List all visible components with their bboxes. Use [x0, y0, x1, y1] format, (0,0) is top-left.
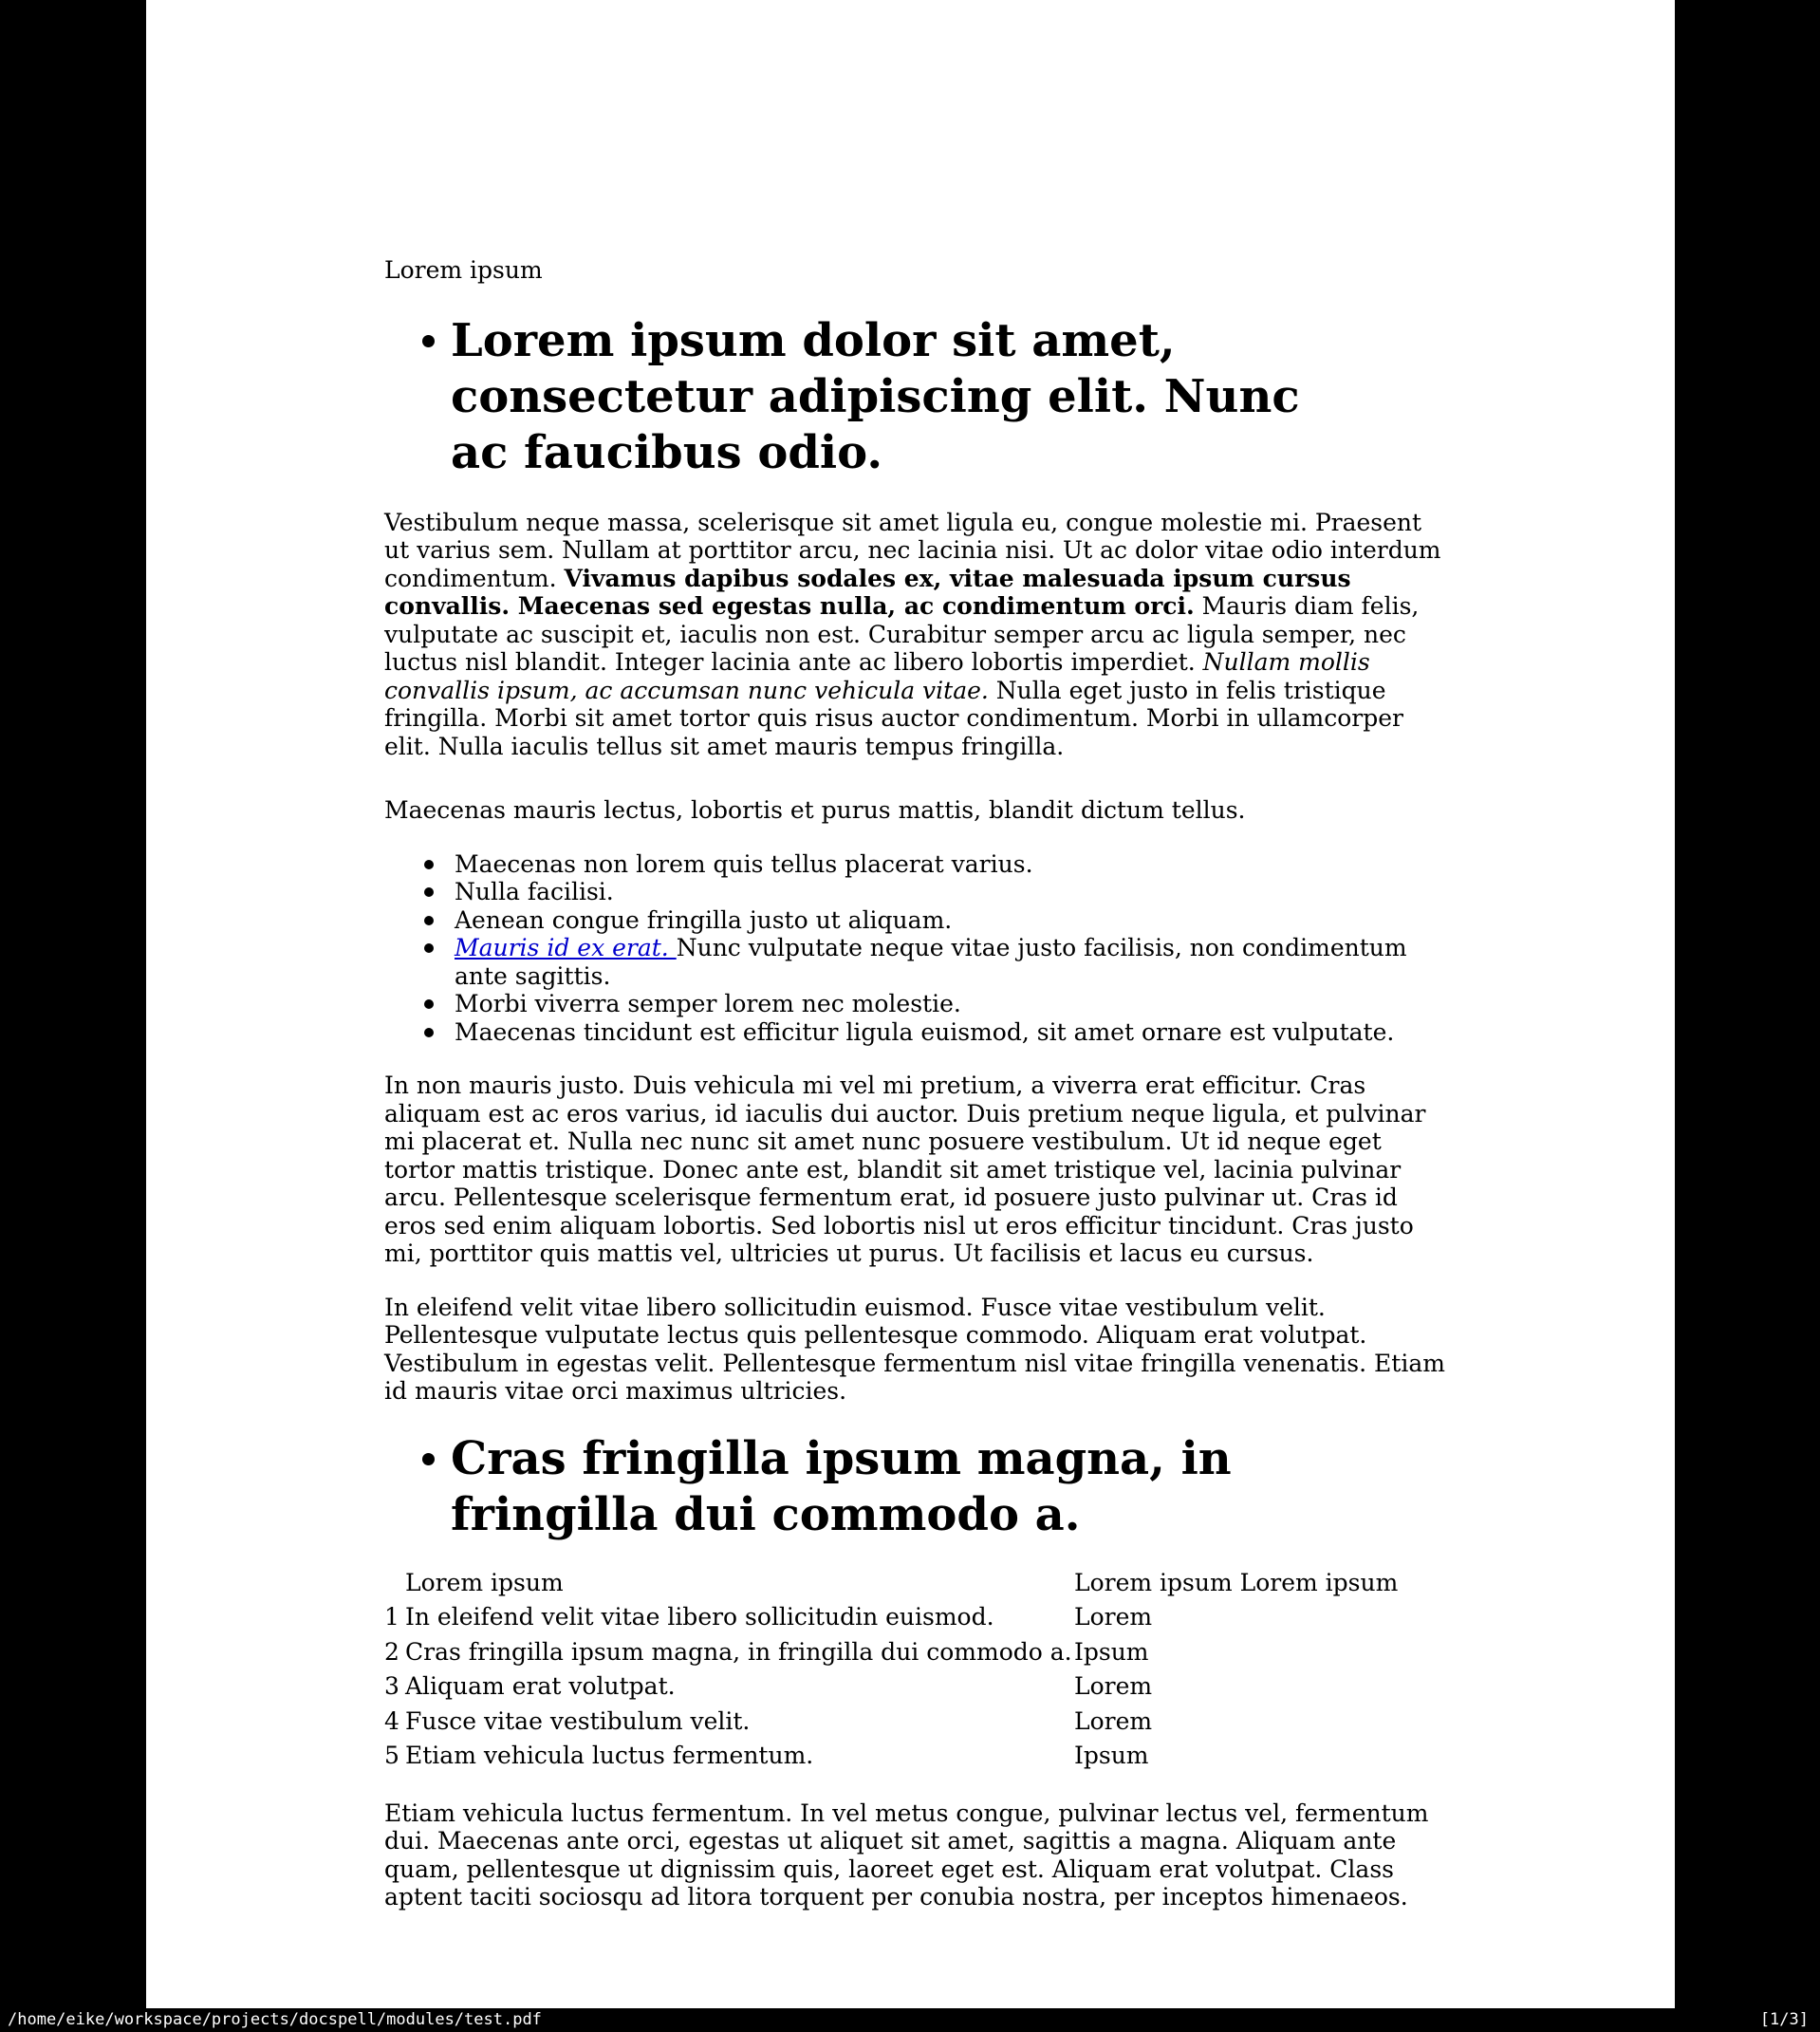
statusbar-page-indicator: [1/3] [1759, 2010, 1809, 2029]
paragraph-1 [384, 509, 1447, 761]
list-item: Maecenas tincidunt est efficitur ligula euismod, sit amet ornare est vulputate. [455, 1018, 1447, 1047]
table-row: 5 Etiam vehicula luctus fermentum. Ipsum [384, 1742, 1149, 1769]
table-header-num [384, 1566, 405, 1601]
list-item: Maecenas non lorem quis tellus placerat varius. [455, 850, 1447, 879]
list-item-with-link [455, 934, 1447, 990]
document-content [146, 0, 1447, 1911]
table-row: 3 Aliquam erat volutpat. Lorem [384, 1672, 1153, 1700]
text-segment: Nullam mollis convallis ipsum, ac accumsan nunc vehicula vitae. [384, 648, 1370, 704]
statusbar [0, 2008, 1820, 2032]
table-header-row [384, 1566, 1398, 1601]
paragraph-3: In non mauris justo. Duis vehicula mi vel mi pretium, a viverra erat efficitur. Cras aliquam est ac eros varius, id iaculis dui auctor. Duis pretium neque ligula, et pulvinar mi placerat et. Nulla nec nunc sit amet nunc posuere vestibulum. Ut id neque eget tortor mattis tristique. Donec ante est, blandit sit amet tristique vel, lacinia pulvinar arcu. Pellentesque scelerisque fermentum erat, id posuere justo pulvinar ut. Cras id eros sed enim aliquam lobortis. Sed lobortis nisl ut eros efficitur tincidunt. Cras justo mi, porttitor quis mattis vel, ultricies ut purus. Ut facilisis et lacus eu cursus. [384, 1072, 1426, 1267]
document-page[interactable] [146, 0, 1675, 2008]
list-item: Morbi viverra semper lorem nec molestie. [455, 990, 1447, 1018]
table-header-desc: Lorem ipsum [405, 1568, 564, 1596]
text-segment: Mauris diam felis, vulputate ac suscipit et, iaculis non est. Curabitur semper arcu ac ligula semper, nec luctus nisl blandit. Integer lacinia ante ac libero lobortis imperdiet. [384, 592, 1420, 676]
text-segment: Nunc vulputate neque vitae justo facilisis, non condimentum ante sagittis. [455, 934, 1407, 990]
paragraph-4: In eleifend velit vitae libero sollicitudin euismod. Fusce vitae vestibulum velit. Pellentesque vulputate lectus quis pellentesque commodo. Aliquam erat volutpat. Vestibulum in egestas velit. Pellentesque fermentum nisl vitae fringilla venenatis. Etiam id mauris vitae orci maximus ultricies. [384, 1293, 1445, 1405]
table-header-val: Lorem ipsum Lorem ipsum [1074, 1568, 1399, 1596]
inline-link[interactable]: Mauris id ex erat. [455, 934, 677, 961]
list-item: Aenean congue fringilla justo ut aliquam. [455, 906, 1447, 935]
paragraph-2: Maecenas mauris lectus, lobortis et purus mattis, blandit dictum tellus. [384, 796, 1246, 824]
paragraph-5: Etiam vehicula luctus fermentum. In vel metus congue, pulvinar lectus vel, fermentum dui. Maecenas ante orci, egestas ut aliquet sit amet, sagittis a magna. Aliquam ante quam, pellentesque ut dignissim quis, laoreet eget est. Aliquam erat volutpat. Class aptent taciti sociosqu ad litora torquent per conubia nostra, per inceptos himenaeos. [384, 1799, 1429, 1911]
table-row: 4 Fusce vitae vestibulum velit. Lorem [384, 1706, 1153, 1735]
intro-label: Lorem ipsum [384, 256, 543, 284]
text-segment: Vestibulum neque massa, scelerisque sit amet ligula eu, congue molestie mi. Praesent ut varius sem. Nullam at porttitor arcu, nec lacinia nisi. Ut ac dolor vitae odio interdum condimentum. [384, 508, 1441, 592]
bullet-list [384, 850, 1447, 1047]
heading-2: Cras fringilla ipsum magna, in fringilla dui commodo a. [451, 1431, 1362, 1543]
text-segment: Vivamus dapibus sodales ex, vitae malesuada ipsum cursus convallis. Maecenas sed egestas nulla, ac condimentum orci. [384, 564, 1351, 620]
heading-1: Lorem ipsum dolor sit amet, consectetur adipiscing elit. Nunc ac faucibus odio. [451, 313, 1362, 481]
list-item: Nulla facilisi. [455, 878, 1447, 906]
table-row: 1 In eleifend velit vitae libero sollicitudin euismod. Lorem [384, 1603, 1153, 1631]
doc-table [384, 1566, 1398, 1774]
statusbar-file-path: /home/eike/workspace/projects/docspell/modules/test.pdf [8, 2010, 542, 2029]
text-segment: Nulla eget justo in felis tristique fringilla. Morbi sit amet tortor quis risus auctor condimentum. Morbi in ullamcorper elit. Nulla iaculis tellus sit amet mauris tempus fringilla. [384, 676, 1403, 760]
table-row: 2 Cras fringilla ipsum magna, in fringilla dui commodo a. Ipsum [384, 1637, 1149, 1666]
